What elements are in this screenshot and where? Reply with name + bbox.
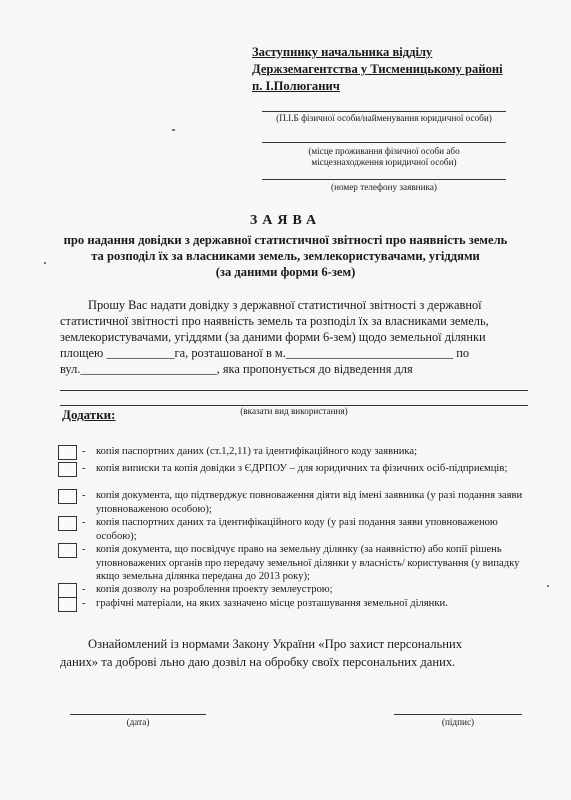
document-subtitle-1: про надання довідки з державної статистичної звітності про наявність земель (63, 233, 508, 247)
date-field-line[interactable] (70, 714, 206, 715)
attachments-heading: Додатки: (62, 407, 116, 422)
usage-caption: (вказати вид використання) (240, 406, 348, 416)
body-line-3: землекористувачами, угіддями (за даними форми 6-зем) щодо земельної ділянки (60, 330, 486, 344)
attachment-text: графічні матеріали, на яких зазначено місце розташування земельної ділянки. (96, 598, 448, 609)
residence-caption-2: місцезнаходження юридичної особи) (311, 157, 457, 167)
body-line-5: вул.______________________, яка пропонується до відведення для (60, 362, 413, 376)
name-field-line[interactable] (262, 111, 506, 112)
residence-caption-1: (місце проживання фізичної особи або (308, 146, 460, 156)
attachment-text: копія документа, що посвідчує право на земельну ділянку (за наявністю) або копії рішень уповноважених органів про передачу земельної ділянки у власність/ користування (у випадку якщо земельна ділянка передана до 2013 року); (96, 544, 520, 582)
attachment-item: - копія паспортних даних та ідентифікаційного коду (у разі подання заяви уповноваженою особою); (58, 516, 538, 544)
document-title: ЗАЯВА (249, 213, 322, 228)
phone-field-caption: (номер телефону заявника) (331, 182, 437, 192)
attachment-checkbox[interactable] (58, 597, 77, 612)
attachment-item: - копія виписки та копія довідки з ЄДРПОУ – для юридичних та фізичних осіб-підприємців; (58, 462, 538, 490)
consent-line-1: Ознайомлений із нормами Закону України «Про захист персональних (88, 637, 463, 651)
signature-field-line[interactable] (394, 714, 522, 715)
scan-speck (547, 585, 549, 587)
scan-speck (172, 129, 175, 131)
attachment-item: - копія дозволу на розроблення проекту землеустрою; (58, 583, 538, 597)
date-caption: (дата) (126, 717, 150, 727)
body-line-4: площею ___________га, розташованої в м.___________________________ по (60, 346, 470, 360)
attachment-checkbox[interactable] (58, 445, 77, 460)
attachment-checkbox[interactable] (58, 516, 77, 531)
consent-line-2: даних» та доброві льно даю дозвіл на обробку своїх персональних даних. (60, 655, 456, 669)
document-subtitle-2: та розподіл їх за власниками земель, землекористувачами, угіддями (91, 249, 480, 263)
phone-field-line[interactable] (262, 179, 506, 180)
usage-field-line-1[interactable] (60, 390, 528, 391)
addressee-line-1: Заступнику начальника відділу (252, 45, 433, 59)
addressee-line-2: Держземагентства у Тисменицькому районі (252, 62, 503, 76)
attachment-checkbox[interactable] (58, 462, 77, 477)
attachment-checkbox[interactable] (58, 583, 77, 598)
body-line-2: статистичної звітності про наявність земель та розподіл їх за власниками земель, (60, 314, 489, 328)
attachment-item: - копія документа, що посвідчує право на земельну ділянку (за наявністю) або копії рішень уповноважених органів про передачу земельної ділянки у власність/ користування (у випадку якщо земельна ділянка передана до 2013 року); (58, 543, 538, 585)
document-subtitle-3: (за даними форми 6-зем) (215, 265, 356, 279)
attachment-item: - копія паспортних даних (ст.1,2,11) та ідентифікаційного коду заявника; (58, 445, 538, 459)
addressee-line-3: п. І.Полюганич (252, 79, 340, 93)
attachment-item: - графічні матеріали, на яких зазначено місце розташування земельної ділянки. (58, 597, 538, 611)
attachment-text: копія документа, що підтверджує повноваження діяти від імені заявника (у разі подання заяви уповноваженою особою); (96, 490, 523, 515)
addressee-block (252, 44, 503, 95)
signature-caption: (підпис) (441, 717, 475, 727)
attachment-text: копія паспортних даних та ідентифікаційного коду (у разі подання заяви уповноваженою особою); (96, 517, 498, 542)
scan-speck (44, 262, 46, 264)
attachment-text: копія паспортних даних (ст.1,2,11) та ідентифікаційного коду заявника; (96, 446, 418, 457)
attachment-checkbox[interactable] (58, 489, 77, 504)
residence-field-line[interactable] (262, 142, 506, 143)
attachment-checkbox[interactable] (58, 543, 77, 558)
attachment-text: копія дозволу на розроблення проекту землеустрою; (96, 584, 333, 595)
name-field-caption: (П.І.Б фізичної особи/найменування юридичної особи) (276, 113, 492, 123)
attachment-item: - копія документа, що підтверджує повноваження діяти від імені заявника (у разі подання заяви уповноваженою особою); (58, 489, 538, 517)
body-line-1: Прошу Вас надати довідку з державної статистичної звітності з державної (88, 298, 482, 312)
attachment-text: копія виписки та копія довідки з ЄДРПОУ – для юридичних та фізичних осіб-підприємців; (96, 463, 508, 474)
